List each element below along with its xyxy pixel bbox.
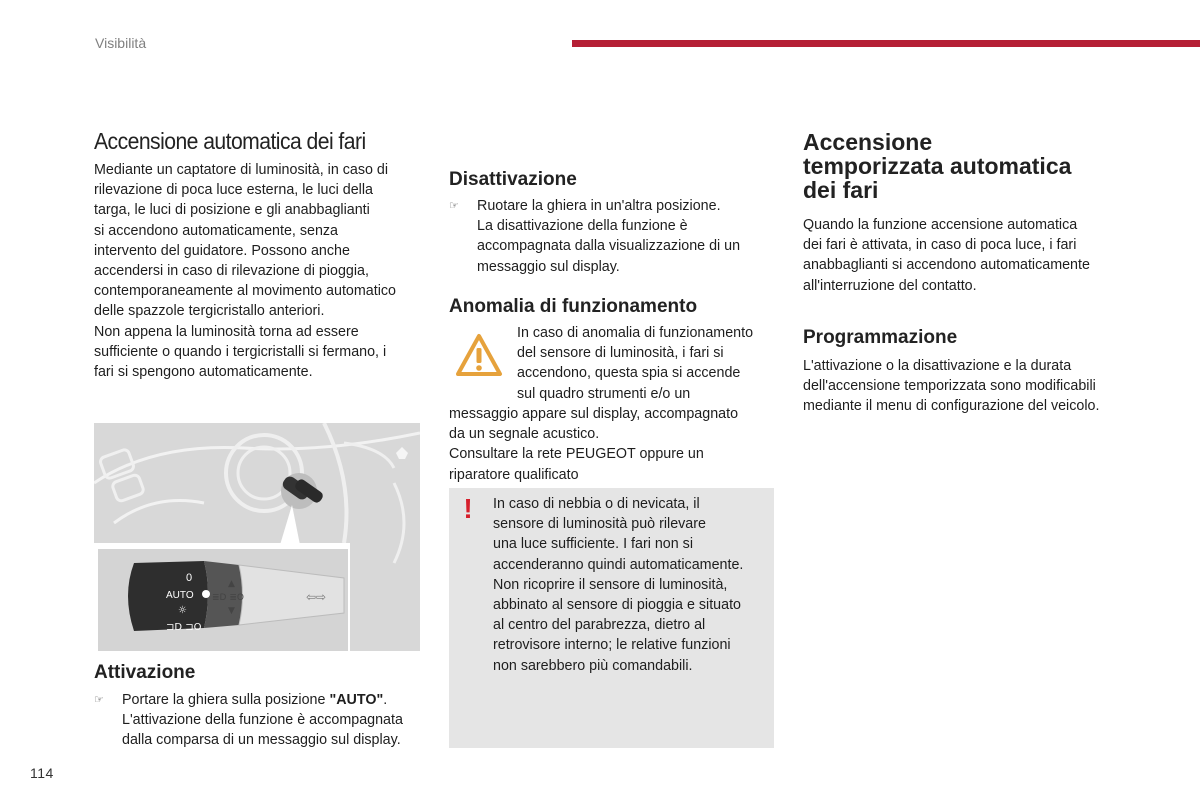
text-line: fari si spengono automaticamente.	[94, 364, 313, 381]
text-span: Portare la ghiera sulla posizione	[122, 692, 330, 708]
note-text	[493, 494, 773, 676]
text-line: delle spazzole tergicristallo anteriori.	[94, 303, 325, 320]
headlight-icon: ⊐D ⊐O	[166, 622, 202, 633]
text-line: mediante il menu di configurazione del veicolo.	[803, 398, 1100, 415]
text-line: dei fari è attivata, in caso di poca luce, i fari	[803, 237, 1077, 254]
text-line: accenderanno quindi automaticamente.	[493, 556, 744, 573]
exclamation-icon: !	[463, 493, 473, 524]
text-line: La disattivazione della funzione è	[477, 218, 688, 235]
text-line: dalla comparsa di un messaggio sul display.	[122, 732, 401, 749]
activation-heading: Attivazione	[94, 662, 196, 683]
light-switch-illustration	[94, 423, 420, 651]
text-line: Consultare la rete PEUGEOT oppure un	[449, 446, 704, 463]
sidelight-icon: ☼	[178, 605, 187, 616]
text-line: L'attivazione della funzione è accompagnata	[122, 712, 403, 729]
auto-keyword: "AUTO"	[329, 692, 384, 708]
text-line: In caso di anomalia di funzionamento	[517, 325, 754, 341]
bullet-icon: ☞	[94, 694, 104, 706]
text-line: rilevazione di poca luce esterna, le luci della	[94, 182, 373, 199]
warning-triangle-icon	[455, 333, 503, 377]
text-line: In caso di nebbia o di nevicata, il	[493, 496, 700, 512]
heading-line: temporizzata automatica	[803, 153, 1072, 179]
text-line: riparatore qualificato	[449, 466, 579, 483]
text-line: Ruotare la ghiera in un'altra posizione.	[477, 198, 721, 214]
anomaly-heading: Anomalia di funzionamento	[449, 296, 698, 317]
text-line: Non appena la luminosità torna ad essere	[94, 323, 359, 340]
indicator-arrows-icon: ⇦⇨	[306, 590, 327, 604]
section-title: Visibilità	[95, 35, 147, 51]
text-line: messaggio appare sul display, accompagnato	[449, 406, 739, 422]
deactivation-heading: Disattivazione	[449, 169, 577, 190]
anomaly-indented-text	[517, 323, 777, 404]
programming-heading: Programmazione	[803, 327, 958, 348]
text-line: Non ricoprire il sensore di luminosità,	[493, 576, 728, 593]
intro-paragraph	[94, 160, 424, 382]
text-line: si accendono automaticamente, senza	[94, 222, 338, 239]
text-line: una luce sufficiente. I fari non si	[493, 536, 694, 553]
text-line: abbinato al sensore di pioggia e situato	[493, 597, 741, 614]
text-line: non sarebbero più comandabili.	[493, 657, 693, 674]
anomaly-text	[449, 404, 779, 485]
text-line: anabbaglianti si accendono automaticamente	[803, 257, 1090, 274]
text-line: sufficiente o quando i tergicristalli si fermano, i	[94, 343, 387, 360]
text-line: accendono, questa spia si accende	[517, 365, 741, 382]
text-span: .	[383, 692, 388, 708]
text-line: intervento del guidatore. Possono anche	[94, 242, 350, 259]
text-line: Mediante un captatore di luminosità, in caso di	[94, 162, 389, 178]
timed-lighting-text	[803, 215, 1183, 296]
down-arrow-icon: ▼	[228, 606, 235, 616]
page-number: 114	[30, 765, 54, 781]
text-line: da un segnale acustico.	[449, 426, 600, 443]
text-line: del sensore di luminosità, i fari si	[517, 345, 724, 362]
text-line: sul quadro strumenti e/o un	[517, 385, 691, 402]
activation-text	[94, 690, 424, 751]
text-line: all'interruzione del contatto.	[803, 277, 977, 294]
text-line: L'attivazione o la disattivazione e la durata	[803, 358, 1072, 374]
text-line: contemporaneamente al movimento automatico	[94, 283, 396, 300]
programming-text	[803, 356, 1183, 417]
heading-line: Accensione	[803, 129, 933, 155]
text-line: sensore di luminosità può rilevare	[493, 516, 706, 533]
text-line: retrovisore interno; le relative funzioni	[493, 637, 731, 654]
text-line: dell'accensione temporizzata sono modificabili	[803, 378, 1096, 395]
text-line: messaggio sul display.	[477, 258, 620, 275]
bullet-icon: ☞	[449, 200, 459, 212]
text-line: accendersi in caso di rilevazione di pioggia,	[94, 263, 369, 280]
beam-icon: ≣D ≣O	[212, 593, 244, 603]
switch-label-0: 0	[186, 572, 193, 584]
deactivation-text	[449, 196, 774, 277]
timed-lighting-heading	[803, 130, 1183, 202]
heading-line: dei fari	[803, 177, 879, 203]
text-line: targa, le luci di posizione e gli anabbaglianti	[94, 202, 370, 219]
switch-label-auto: AUTO	[166, 590, 194, 601]
main-heading: Accensione automatica dei fari	[94, 128, 366, 154]
text-line: Quando la funzione accensione automatica	[803, 217, 1078, 233]
bullet-item	[449, 196, 774, 277]
header-accent-bar	[572, 40, 1200, 47]
up-arrow-icon: ▲	[228, 579, 235, 589]
bullet-item	[94, 690, 424, 751]
dashboard-drawing	[94, 423, 420, 651]
text-line: al centro del parabrezza, dietro al	[493, 617, 706, 634]
text-line: accompagnata dalla visualizzazione di un	[477, 238, 741, 255]
